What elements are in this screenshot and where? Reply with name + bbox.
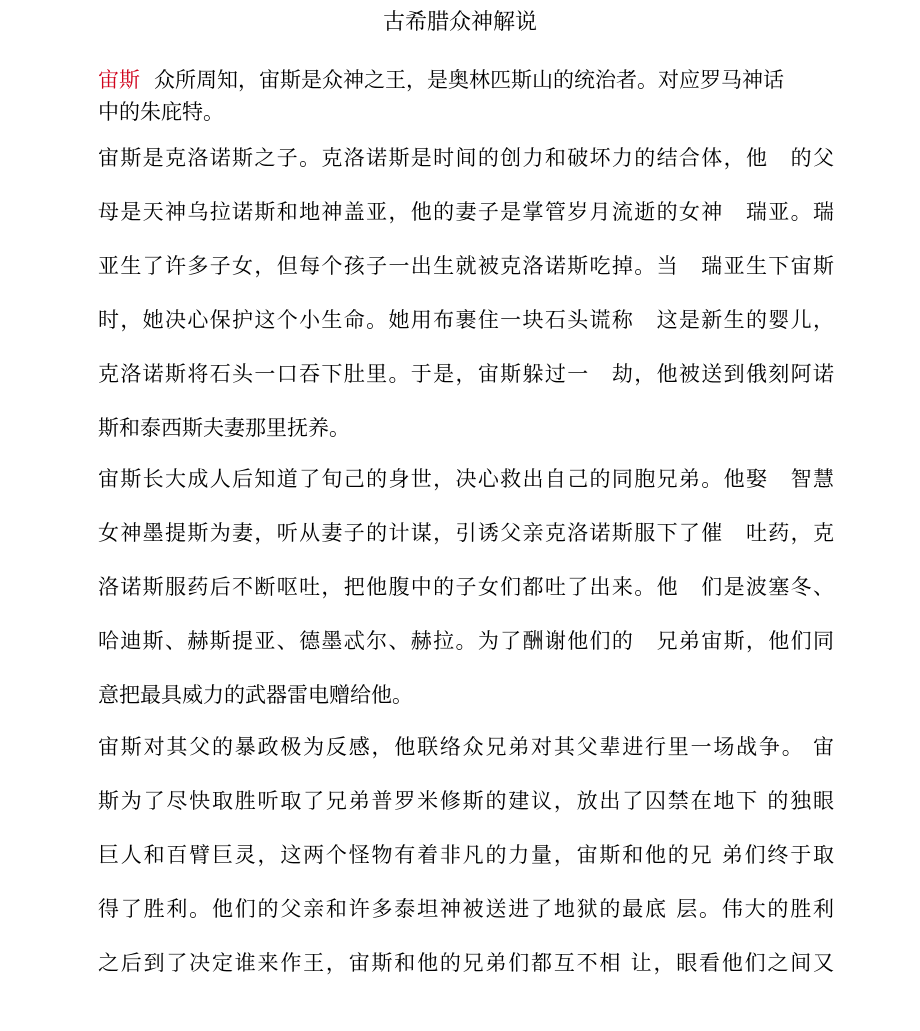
intro-text-line-2: 中的朱庇特。 bbox=[98, 100, 224, 124]
paragraph-line: 斯为了尽快取胜听取了兄弟普罗米修斯的建议，放出了囚禁在地下 的独眼 bbox=[98, 789, 834, 813]
paragraph-line: 得了胜利。他们的父亲和许多泰坦神被送进了地狱的最底 层。伟大的胜利 bbox=[98, 897, 834, 921]
paragraph-line: 之后到了决定谁来作王，宙斯和他的兄弟们都互不相 让，眼看他们之间又 bbox=[98, 951, 834, 975]
paragraph-3 bbox=[98, 720, 834, 990]
paragraph-line: 哈迪斯、赫斯提亚、德墨忒尔、赫拉。为了酬谢他们的 兄弟宙斯，他们同 bbox=[98, 629, 834, 653]
paragraph-line: 亚生了许多子女，但每个孩子一出生就被克洛诺斯吃掉。当 瑞亚生下宙斯 bbox=[98, 254, 834, 278]
paragraph-2 bbox=[98, 452, 834, 722]
paragraph-line: 斯和泰西斯夫妻那里抚养。 bbox=[98, 416, 350, 440]
paragraph-line: 意把最具威力的武器雷电赠给他。 bbox=[98, 683, 413, 707]
paragraph-1 bbox=[98, 131, 834, 455]
paragraph-line: 宙斯长大成人后知道了旬己的身世，决心救出自己的同胞兄弟。他娶 智慧 bbox=[98, 467, 834, 491]
page-title: 古希腊众神解说 bbox=[382, 10, 537, 35]
intro-text-line-1: 众所周知，宙斯是众神之王，是奥林匹斯山的统治者。对应罗马神话 bbox=[154, 68, 784, 92]
paragraph-line: 克洛诺斯将石头一口吞下肚里。于是，宙斯躲过一 劫，他被送到俄刻阿诺 bbox=[98, 362, 834, 386]
paragraph-line: 时，她决心保护这个小生命。她用布裹住一块石头谎称 这是新生的婴儿， bbox=[98, 308, 834, 332]
paragraph-line: 宙斯是克洛诺斯之子。克洛诺斯是时间的创力和破坏力的结合体，他 的父 bbox=[98, 146, 834, 170]
highlight-term: 宙斯 bbox=[98, 68, 140, 92]
paragraph-line: 母是天神乌拉诺斯和地神盖亚，他的妻子是掌管岁月流逝的女神 瑞亚。瑞 bbox=[98, 200, 834, 224]
intro-paragraph bbox=[98, 64, 834, 128]
paragraph-line: 女神墨提斯为妻，听从妻子的计谋，引诱父亲克洛诺斯服下了催 吐药，克 bbox=[98, 521, 834, 545]
paragraph-line: 洛诺斯服药后不断呕吐，把他腹中的子女们都吐了出来。他 们是波塞冬、 bbox=[98, 575, 834, 599]
paragraph-line: 宙斯对其父的暴政极为反感，他联络众兄弟对其父辈进行里一场战争。 宙 bbox=[98, 735, 834, 759]
paragraph-line: 巨人和百臂巨灵，这两个怪物有着非凡的力量，宙斯和他的兄 弟们终于取 bbox=[98, 843, 834, 867]
